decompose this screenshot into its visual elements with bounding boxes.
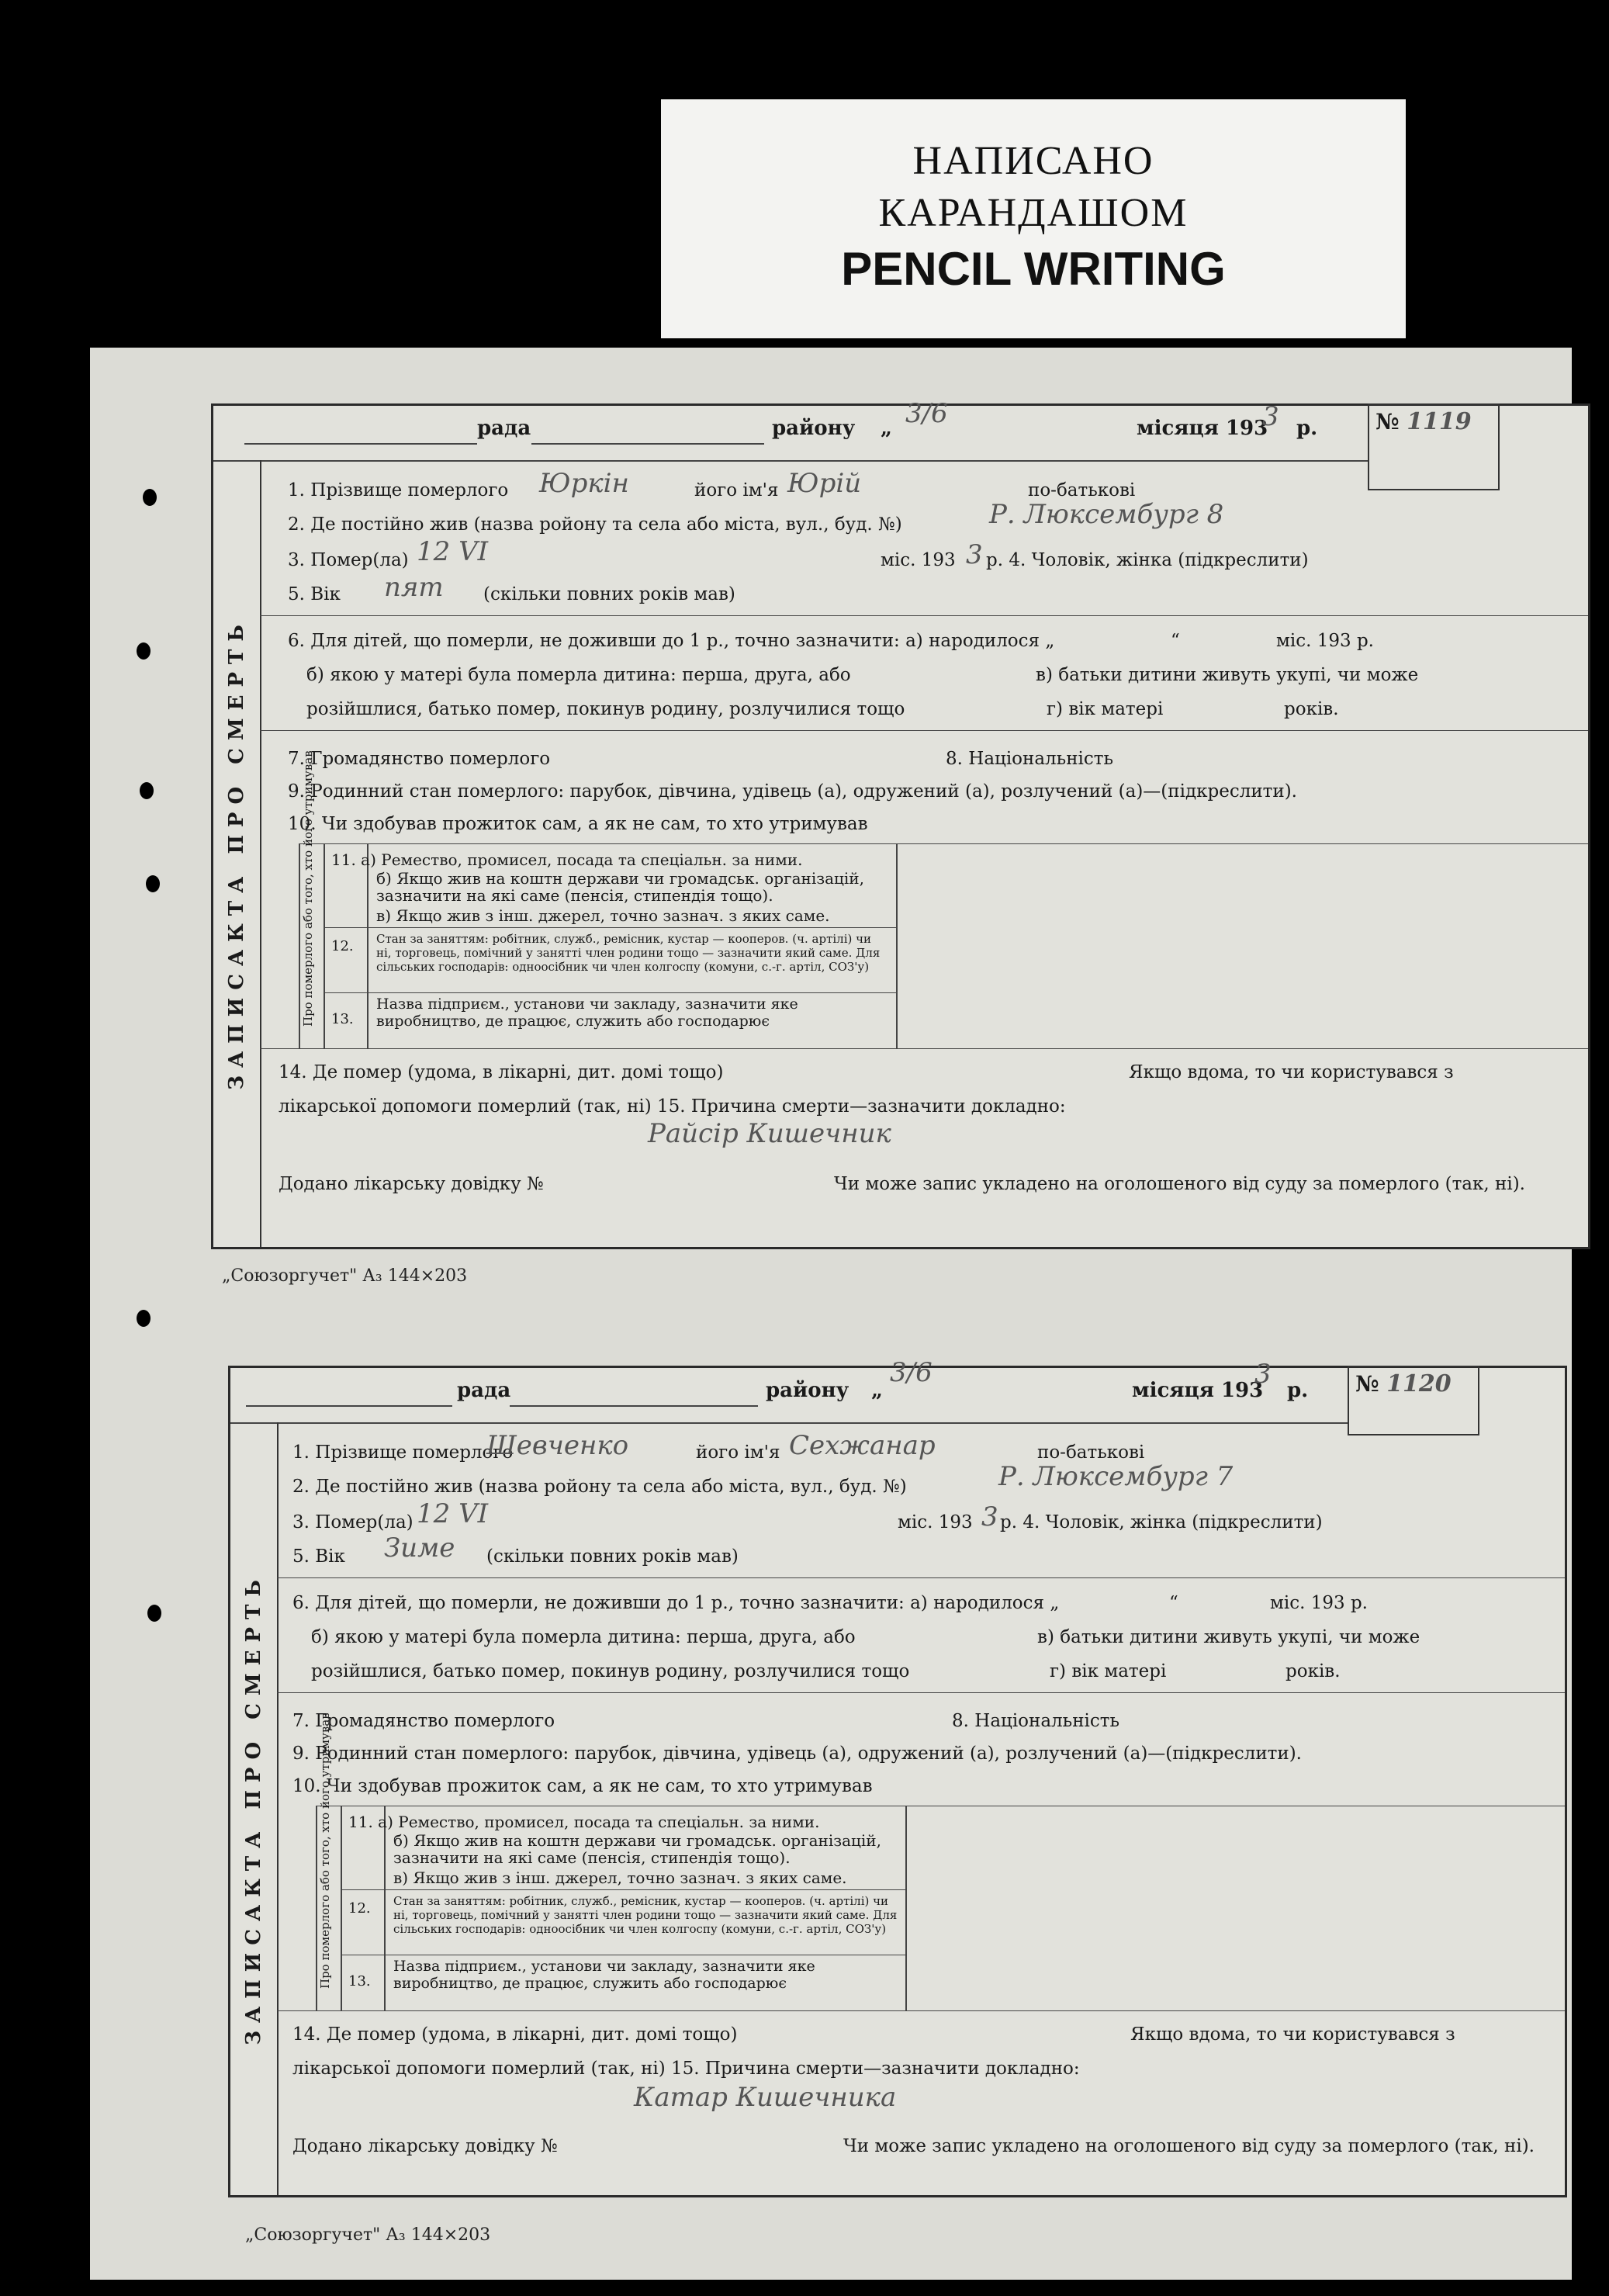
hw-died-year: 3 — [981, 1501, 998, 1532]
occupation-side-label: Про померлого або того, хто його утримував — [301, 750, 315, 1027]
field-month-label: міс. 193 — [898, 1512, 973, 1532]
field-occupation-a: 11. а) Ремество, промисел, посада та спеціальн. за ними. — [331, 850, 803, 869]
field-status: Стан за заняттям: робітник, служб., ремісник, кустар — кооперов. (ч. артілі) чи ні, торговець, помічний у занятті член родини тощо — зазначити який саме. Для сільських господарів: одноосібник чи член колгоспу (комуни, с.-г. артіл, СОЗ'у) — [393, 1894, 898, 1936]
field-home-medical: Якщо вдома, то чи користувався з — [1129, 1062, 1454, 1082]
field-13-num: 13. — [331, 1011, 354, 1027]
hw-address: Р. Люксембург 8 — [989, 499, 1224, 530]
field-parents-label: в) батьки дитини живуть укупі, чи може — [1037, 1627, 1420, 1647]
document-sheet — [90, 348, 1572, 2280]
field-born-quote: “ — [1169, 1593, 1178, 1613]
field-born-month: міс. 193 р. — [1270, 1593, 1368, 1613]
hw-year-digit: 3 — [1262, 401, 1279, 432]
field-child-order-label: б) якою у матері була померла дитина: перша, друга, або — [306, 665, 851, 685]
hw-year-digit: 3 — [1254, 1359, 1272, 1390]
field-patronymic-label: по-батькові — [1028, 480, 1136, 500]
pencil-writing-label-card — [661, 99, 1406, 338]
field-age-label: 5. Вік — [288, 584, 341, 604]
side-title-column — [230, 1422, 279, 2195]
header-raion: району — [766, 1379, 849, 1402]
field-13-num: 13. — [348, 1973, 371, 1990]
field-support-label: 10. Чи здобував прожиток сам, а як не сам, то хто утримував — [288, 814, 868, 834]
field-nationality-label: 8. Національність — [946, 749, 1114, 769]
side-title: ЗАПИСАКТА ПРО СМЕРТЬ — [225, 617, 248, 1090]
field-born-quote: “ — [1171, 631, 1180, 651]
field-address-label: 2. Де постійно жив (назва ройону та села або міста, вул., буд. №) — [292, 1477, 907, 1497]
field-address-label: 2. Де постійно жив (назва ройону та села або міста, вул., буд. №) — [288, 514, 902, 535]
field-parents-status: розійшлися, батько помер, покинув родину, розлучилися тощо — [306, 699, 905, 719]
punch-hole — [147, 1605, 161, 1622]
field-name-label: його ім'я — [696, 1442, 780, 1463]
field-occupation-b: б) Якщо жив на коштн держави чи громадськ. організацій, зазначити на які саме (пенсія, стипендія тощо). — [376, 869, 864, 905]
field-home-medical: Якщо вдома, то чи користувався з — [1130, 2024, 1455, 2045]
hw-date-day: 3/6 — [905, 398, 948, 429]
field-occupation-c: в) Якщо жив з інш. джерел, точно зазнач. з яких саме. — [393, 1868, 847, 1887]
field-citizenship-label: 7. Громадянство померлого — [292, 1711, 555, 1731]
hw-surname: Юркін — [539, 468, 629, 499]
header-month: місяця 193 — [1132, 1379, 1264, 1402]
field-born-label: 6. Для дітей, що померли, не доживши до 1 р., точно зазначити: а) народилося „ — [292, 1593, 1060, 1613]
hw-surname: Шевченко — [486, 1430, 629, 1461]
side-title: ЗАПИСАКТА ПРО СМЕРТЬ — [242, 1572, 265, 2045]
death-record-form-2 — [228, 1357, 1567, 2197]
hw-address: Р. Люксембург 7 — [998, 1461, 1234, 1492]
header-quote: „ — [881, 417, 892, 440]
field-nationality-label: 8. Національність — [952, 1711, 1120, 1731]
header-rik: р. — [1296, 417, 1318, 440]
side-title-column — [213, 460, 261, 1247]
field-died-label: 3. Помер(ла) — [288, 550, 409, 570]
hw-died-date: 12 VI — [417, 536, 489, 567]
field-month-label: міс. 193 — [881, 550, 956, 570]
field-court-label: Чи може запис укладено на оголошеного від суду за померлого (так, ні). — [834, 1174, 1525, 1194]
punch-hole — [146, 875, 160, 892]
field-surname-label: 1. Прізвище померлого — [288, 480, 509, 500]
field-parents-label: в) батьки дитини живуть укупі, чи може — [1036, 665, 1419, 685]
header-raion: району — [772, 417, 856, 440]
hw-age: пят — [384, 572, 444, 603]
field-name-label: його ім'я — [694, 480, 779, 500]
field-status: Стан за заняттям: робітник, служб., ремісник, кустар — кооперов. (ч. артілі) чи ні, торговець, помічний у занятті член родини тощо — зазначити який саме. Для сільських господарів: одноосібник чи член колгоспу (комуни, с.-г. артіл, СОЗ'у) — [376, 932, 881, 974]
field-patronymic-label: по-батькові — [1037, 1442, 1145, 1463]
header-month: місяця 193 — [1137, 417, 1268, 440]
field-marital-label: 9. Родинний стан померлого: парубок, дівчина, удівець (а), одружений (а), розлучений (а)—(підкреслити). — [292, 1744, 1302, 1764]
field-age-hint: (скільки повних років мав) — [486, 1546, 739, 1567]
field-died-label: 3. Помер(ла) — [292, 1512, 413, 1532]
field-years-label: років. — [1285, 1661, 1341, 1681]
field-parents-status: розійшлися, батько помер, покинув родину, розлучилися тощо — [311, 1661, 910, 1681]
field-marital-label: 9. Родинний стан померлого: парубок, дівчина, удівець (а), одружений (а), розлучений (а)—(підкреслити). — [288, 781, 1297, 802]
field-sex-label: р. 4. Чоловік, жінка (підкреслити) — [986, 550, 1309, 570]
header-rada: рада — [477, 417, 531, 440]
header-quote: „ — [871, 1379, 883, 1402]
field-age-label: 5. Вік — [292, 1546, 345, 1567]
record-number-box: № 1119 — [1368, 403, 1500, 490]
hw-died-year: 3 — [966, 539, 983, 570]
field-support-label: 10. Чи здобував прожиток сам, а як не сам, то хто утримував — [292, 1776, 873, 1796]
occupation-side-label: Про померлого або того, хто його утримував — [318, 1712, 332, 1989]
hw-first-name: Сехжанар — [789, 1430, 936, 1461]
label-line-3: PENCIL WRITING — [841, 243, 1226, 295]
hw-died-date: 12 VI — [417, 1498, 489, 1529]
header-rik: р. — [1287, 1379, 1309, 1402]
label-line-1: НАПИСАНО — [912, 139, 1154, 183]
label-line-2: КАРАНДАШОМ — [878, 191, 1189, 235]
punch-hole — [137, 1310, 151, 1327]
field-occupation-b: б) Якщо жив на коштн держави чи громадськ. організацій, зазначити на які саме (пенсія, стипендія тощо). — [393, 1831, 881, 1867]
field-mother-age-label: г) вік матері — [1047, 699, 1164, 719]
hw-date-day: 3/6 — [890, 1357, 933, 1388]
punch-hole — [140, 782, 154, 799]
form-2-footer-print: „Союзоргучет" А₃ 144×203 — [245, 2225, 491, 2245]
field-certificate-label: Додано лікарську довідку № — [279, 1174, 544, 1194]
hw-cause: Катар Кишечника — [634, 2082, 897, 2113]
field-born-label: 6. Для дітей, що померли, не доживши до 1 р., точно зазначити: а) народилося „ — [288, 631, 1055, 651]
field-place-of-death: 14. Де помер (удома, в лікарні, дит. домі тощо) — [279, 1062, 724, 1082]
punch-hole — [143, 489, 157, 506]
form-1-footer-print: „Союзоргучет" А₃ 144×203 — [222, 1266, 468, 1286]
field-workplace: Назва підприєм., установи чи закладу, зазначити яке виробництво, де працює, служить або господарює — [393, 1958, 815, 1992]
field-mother-age-label: г) вік матері — [1050, 1661, 1167, 1681]
field-born-month: міс. 193 р. — [1276, 631, 1374, 651]
hw-first-name: Юрій — [787, 468, 862, 499]
field-cause-label: лікарської допомоги померлий (так, ні) 15. Причина смерти—зазначити докладно: — [292, 2059, 1080, 2079]
field-sex-label: р. 4. Чоловік, жінка (підкреслити) — [1000, 1512, 1323, 1532]
death-record-form-1 — [211, 398, 1590, 1249]
hw-cause: Райсір Кишечник — [648, 1118, 891, 1149]
field-surname-label: 1. Прізвище померлого — [292, 1442, 514, 1463]
field-12-num: 12. — [348, 1900, 371, 1917]
field-occupation-a: 11. а) Ремество, промисел, посада та спеціальн. за ними. — [348, 1813, 820, 1831]
field-12-num: 12. — [331, 938, 354, 954]
field-occupation-c: в) Якщо жив з інш. джерел, точно зазнач. з яких саме. — [376, 906, 830, 925]
field-court-label: Чи може запис укладено на оголошеного від суду за померлого (так, ні). — [843, 2136, 1535, 2156]
header-rada: рада — [457, 1379, 511, 1402]
field-citizenship-label: 7. Громадянство померлого — [288, 749, 551, 769]
field-place-of-death: 14. Де помер (удома, в лікарні, дит. домі тощо) — [292, 2024, 738, 2045]
field-workplace: Назва підприєм., установи чи закладу, зазначити яке виробництво, де працює, служить або господарює — [376, 996, 798, 1030]
punch-hole — [137, 642, 151, 660]
field-child-order-label: б) якою у матері була померла дитина: перша, друга, або — [311, 1627, 856, 1647]
field-certificate-label: Додано лікарську довідку № — [292, 2136, 558, 2156]
hw-age: Зиме — [384, 1532, 455, 1564]
record-number-box: № 1120 — [1348, 1366, 1479, 1435]
field-cause-label: лікарської допомоги померлий (так, ні) 15. Причина смерти—зазначити докладно: — [279, 1096, 1066, 1117]
field-years-label: років. — [1284, 699, 1339, 719]
hw-record-number: 1119 — [1407, 408, 1472, 435]
field-age-hint: (скільки повних років мав) — [483, 584, 735, 604]
hw-record-number: 1120 — [1386, 1370, 1452, 1397]
